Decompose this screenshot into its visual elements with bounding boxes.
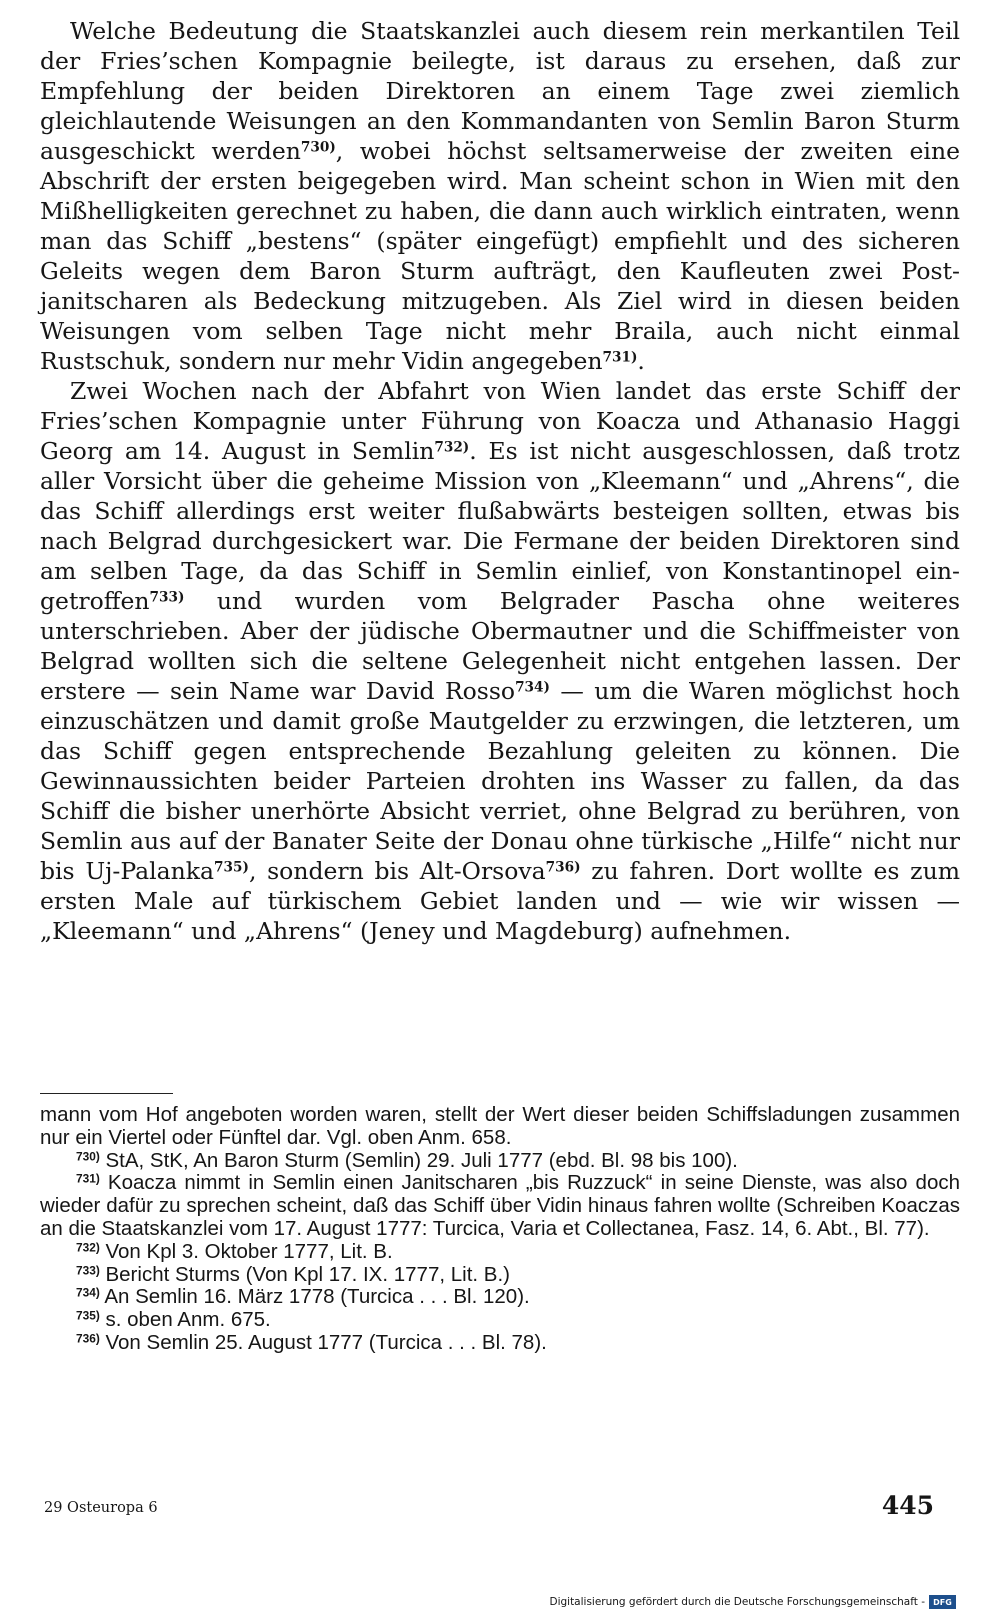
footnote-text: An Semlin 16. März 1778 (Turcica . . . Bl. 120). xyxy=(104,1285,530,1309)
footnote-ref-731[interactable]: 731) xyxy=(602,349,638,366)
paragraph-2: Zwei Wochen nach der Abfahrt von Wien landet das erste Schiff der Fries’schen Kompagnie unter Führung von Koacza und Athanasio Haggi Georg am 14. August in Semlin$^{732)}$. Es ist nicht ausgeschlossen, daß trotz aller Vorsicht über die geheime Mission von „Kleemann“ und „Ahrens“, die das Schiff allerdings erst weiter flußabwärts besteigen sollten, etwas bis nach Belgrad durchgesickert war. Die Fermane der beiden Direktoren sind am selben Tage, da das Schiff in Semlin einlief, von Konstantinopel eingetroffen$^{733)}$ und wurden vom Belgrader Pascha ohne weiteres unterschrieben. Aber der jüdische Obermautner und die Schiffmeister von Belgrad wollten sich die seltene Gelegenheit nicht entgehen lassen. Der erstere — sein Name war David Rosso$^{734)}$ — um die Waren möglichst hoch einzuschätzen und damit große Mautgelder zu erzwingen, die letzteren, um das Schiff gegen entsprechende Bezahlung geleiten zu können. Die Gewinnaussichten beider Parteien drohten ins Wasser zu fallen, da das Schiff die bisher unerhörte Absicht verriet, ohne Belgrad zu berühren, von Semlin aus auf der Banater Seite der Donau ohne türkische „Hilfe“ nicht nur bis Uj-Palanka$^{735)}$, sondern bis Alt-Orsova$^{736)}$ zu fahren. Dort wollte es zum ersten Male auf türkischem Gebiet landen und — wie wir wissen — „Kleemann“ und „Ahrens“ (Jeney und Magdeburg) aufnehmen. xyxy=(40,377,960,945)
footnote-733 xyxy=(40,1264,960,1287)
footnote-mark: 732) xyxy=(76,1240,100,1255)
footnote-ref-736[interactable]: 736) xyxy=(545,859,581,876)
footnote-text: Bericht Sturms (Von Kpl 17. IX. 1777, Lit. B.) xyxy=(105,1262,510,1286)
footnote-mark: 736) xyxy=(76,1331,100,1346)
footnote-ref-735[interactable]: 735) xyxy=(214,859,249,876)
footnote-734 xyxy=(40,1286,960,1309)
footnote-732 xyxy=(40,1241,960,1264)
footnote-ref-732[interactable]: 732) xyxy=(434,439,470,456)
footnote-mark: 734) xyxy=(76,1285,100,1300)
footnote-text: Von Semlin 25. August 1777 (Turcica . . . Bl. 78). xyxy=(105,1330,547,1354)
footnote-mark: 730) xyxy=(76,1149,100,1164)
footnote-ref-733[interactable]: 733) xyxy=(149,589,185,606)
footnote-mark: 733) xyxy=(76,1263,100,1278)
footnote-mark: 735) xyxy=(76,1308,100,1323)
footnote-ref-734[interactable]: 734) xyxy=(515,679,550,696)
footnote-continuation: mann vom Hof angeboten worden waren, stellt der Wert dieser beiden Schiffsladungen zusammen nur ein Viertel oder Fünftel dar. Vgl. oben Anm. 658. xyxy=(40,1103,960,1149)
footnote-text: s. oben Anm. 675. xyxy=(105,1308,271,1332)
main-text xyxy=(40,16,960,946)
digitization-credit xyxy=(549,1595,956,1609)
footnote-730 xyxy=(40,1150,960,1173)
footnote-735 xyxy=(40,1309,960,1332)
footnotes xyxy=(40,1104,960,1355)
page-number: 445 xyxy=(881,1491,934,1520)
paragraph-1: Welche Bedeutung die Staatskanzlei auch diesem rein merkantilen Teil der Fries’schen Kompagnie beilegte, ist daraus zu ersehen, daß zur Empfehlung der beiden Direktoren an einem Tage zwei ziemlich gleichlautende Weisungen an den Kommandanten von Semlin Baron Sturm ausgeschickt werden$^{730)}$, wobei höchst seltsamerweise der zweiten eine Abschrift der ersten beigegeben wird. Man scheint schon in Wien mit den Mißhelligkeiten gerechnet zu haben, die dann auch wirklich eintraten, wenn man das Schiff „bestens“ (später eingefügt) empfiehlt und des sicheren Geleits wegen dem Baron Sturm aufträgt, den Kaufleuten zwei Postjanitscharen als Bedeckung mitzugeben. Als Ziel wird in diesen beiden Weisungen vom selben Tage nicht mehr Braila, auch nicht einmal Rustschuk, sondern nur mehr Vidin angegeben$^{731)}$. xyxy=(40,17,960,375)
footnote-736 xyxy=(40,1332,960,1355)
footnote-mark: 731) xyxy=(76,1171,100,1186)
credit-text: Digitalisierung gefördert durch die Deutsche Forschungsgemeinschaft - xyxy=(549,1596,925,1608)
footnote-731 xyxy=(40,1172,960,1240)
footnote-rule xyxy=(40,1093,173,1094)
dfg-logo-icon: DFG xyxy=(929,1595,956,1609)
footnote-ref-730[interactable]: 730) xyxy=(300,139,336,156)
footnote-text: StA, StK, An Baron Sturm (Semlin) 29. Juli 1777 (ebd. Bl. 98 bis 100). xyxy=(105,1148,738,1172)
printer-signature: 29 Osteuropa 6 xyxy=(44,1500,158,1516)
footnote-text: Koacza nimmt in Semlin einen Janitscharen „bis Ruzzuck“ in seine Dienste, was also doch wieder dafür zu sprechen scheint, daß das Schiff über Vidin hinaus fahren wollte (Schreiben Koaczas an die Staatskanzlei vom 17. August 1777: Turcica, Varia et Collectanea, Fasz. 14, 6. Abt., Bl. 77). xyxy=(40,1171,960,1240)
footnote-text: Von Kpl 3. Oktober 1777, Lit. B. xyxy=(105,1239,393,1263)
